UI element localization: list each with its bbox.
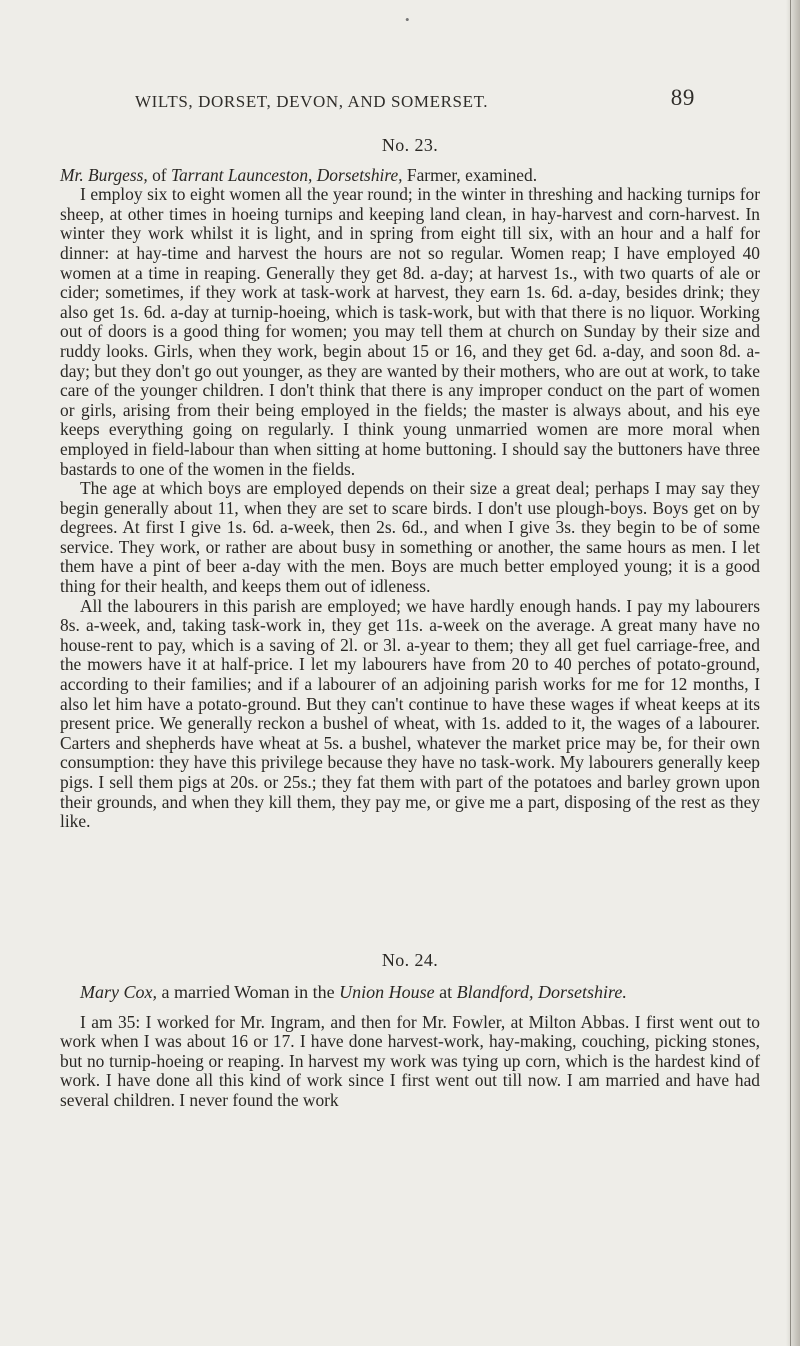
intro-text-between: at: [434, 981, 457, 1002]
testimony-paragraph: I employ six to eight women all the year round; in the winter in threshing and hacking turnips for sheep, at other times in hoeing turnips and keeping land clean, in hay-harvest and corn-harvest. In winter they work whilst it is light, and in spring from eight till six, with an hour and a half for dinner: at hay-time and harvest the hours are not so regular. Women reap; I have employed 40 women at a time in reaping. Generally they get 8d. a-day; at harvest 1s., with two quarts of ale or cider; sometimes, if they work at task-work at harvest, they earn 1s. 6d. a-day, besides drink; they also get 1s. 6d. a-day at turnip-hoeing, which is task-work, but with that there is no liquor. Working out of doors is a good thing for women; you may tell them at church on Sunday by their size and ruddy looks. Girls, when they work, begin about 15 or 16, and they get 6d. a-day, and soon 8d. a-day; but they don't go out younger, as they are wanted by their mothers, who are out at work, to take care of the younger children. I don't think that there is any improper conduct on the part of women or girls, arising from their being employed in the fields; the master is always about, and his eye keeps everything going on regularly. I think young unmarried women are more moral when employed in field-labour than when sitting at home buttoning. I should say the buttoners have three bastards to one of the women in the fields.: [60, 184, 760, 479]
top-mark: •: [405, 12, 410, 27]
witness-name: Mary Cox,: [80, 981, 157, 1002]
witness-place: Union House: [339, 981, 435, 1002]
page-edge-line: [790, 0, 791, 1346]
entry-number: No. 23.: [381, 135, 439, 155]
intro-text: of: [147, 164, 171, 185]
witness-name: Mr. Burgess,: [60, 164, 148, 185]
entry-no-23: [60, 136, 760, 832]
page-edge-shadow: [786, 0, 800, 1346]
intro-text: a married Woman in the: [156, 981, 340, 1002]
intro-text-end: Farmer, examined.: [402, 164, 538, 185]
witness-place: Tarrant Launceston, Dorsetshire,: [170, 164, 403, 185]
witness-intro: [60, 166, 760, 186]
running-head: [135, 85, 695, 112]
testimony-paragraph: The age at which boys are employed depends on their size a great deal; perhaps I may say they begin generally about 11, when they are set to scare birds. I don't use plough-boys. Boys get on by degrees. At first I give 1s. 6d. a-week, then 2s. 6d., and when I give 3s. they begin to be of some service. They work, or rather are about busy in something or another, the same hours as men. I let them have a pint of beer a-day with the men. Boys are much better employed young; it is a good thing for their health, and keeps them out of idleness.: [60, 478, 760, 597]
testimony-paragraph: All the labourers in this parish are employed; we have hardly enough hands. I pay my labourers 8s. a-week, and, taking task-work in, they get 11s. a-week on the average. A great many have no house-rent to pay, which is a saving of 2l. or 3l. a-year to them; they all get fuel carriage-free, and the mowers have it at half-price. I let my labourers have from 20 to 40 perches of potato-ground, according to their families; and if a labourer of an adjoining parish works for me for 12 months, I also let him have a potato-ground. But they can't continue to have these wages if wheat keeps at its present price. We generally reckon a bushel of wheat, with 1s. added to it, the wages of a labourer. Carters and shepherds have wheat at 5s. a bushel, whatever the market price may be, for their own consumption: they have this privilege because they have no task-work. My labourers generally keep pigs. I sell them pigs at 20s. or 25s.; they fat them with part of the potatoes and barley grown upon their grounds, and when they kill them, they pay me, or give me a part, disposing of the rest as they like.: [60, 595, 760, 832]
entry-no-24: [60, 951, 760, 1111]
entry-number: No. 24.: [381, 950, 439, 970]
testimony-paragraph: I am 35: I worked for Mr. Ingram, and then for Mr. Fowler, at Milton Abbas. I first went out to work when I was about 16 or 17. I have done harvest-work, hay-making, couching, picking stones, but no turnip-hoeing or reaping. In harvest my work was tying up corn, which is the hardest kind of work. I have done all this kind of work since I first went out till now. I am married and have had several children. I never found the work: [60, 1011, 760, 1110]
page-number: 89: [670, 85, 695, 110]
witness-intro: [60, 981, 760, 1003]
witness-place-2: Blandford, Dorsetshire.: [456, 981, 627, 1002]
running-head-title: WILTS, DORSET, DEVON, AND SOMERSET.: [135, 92, 489, 111]
